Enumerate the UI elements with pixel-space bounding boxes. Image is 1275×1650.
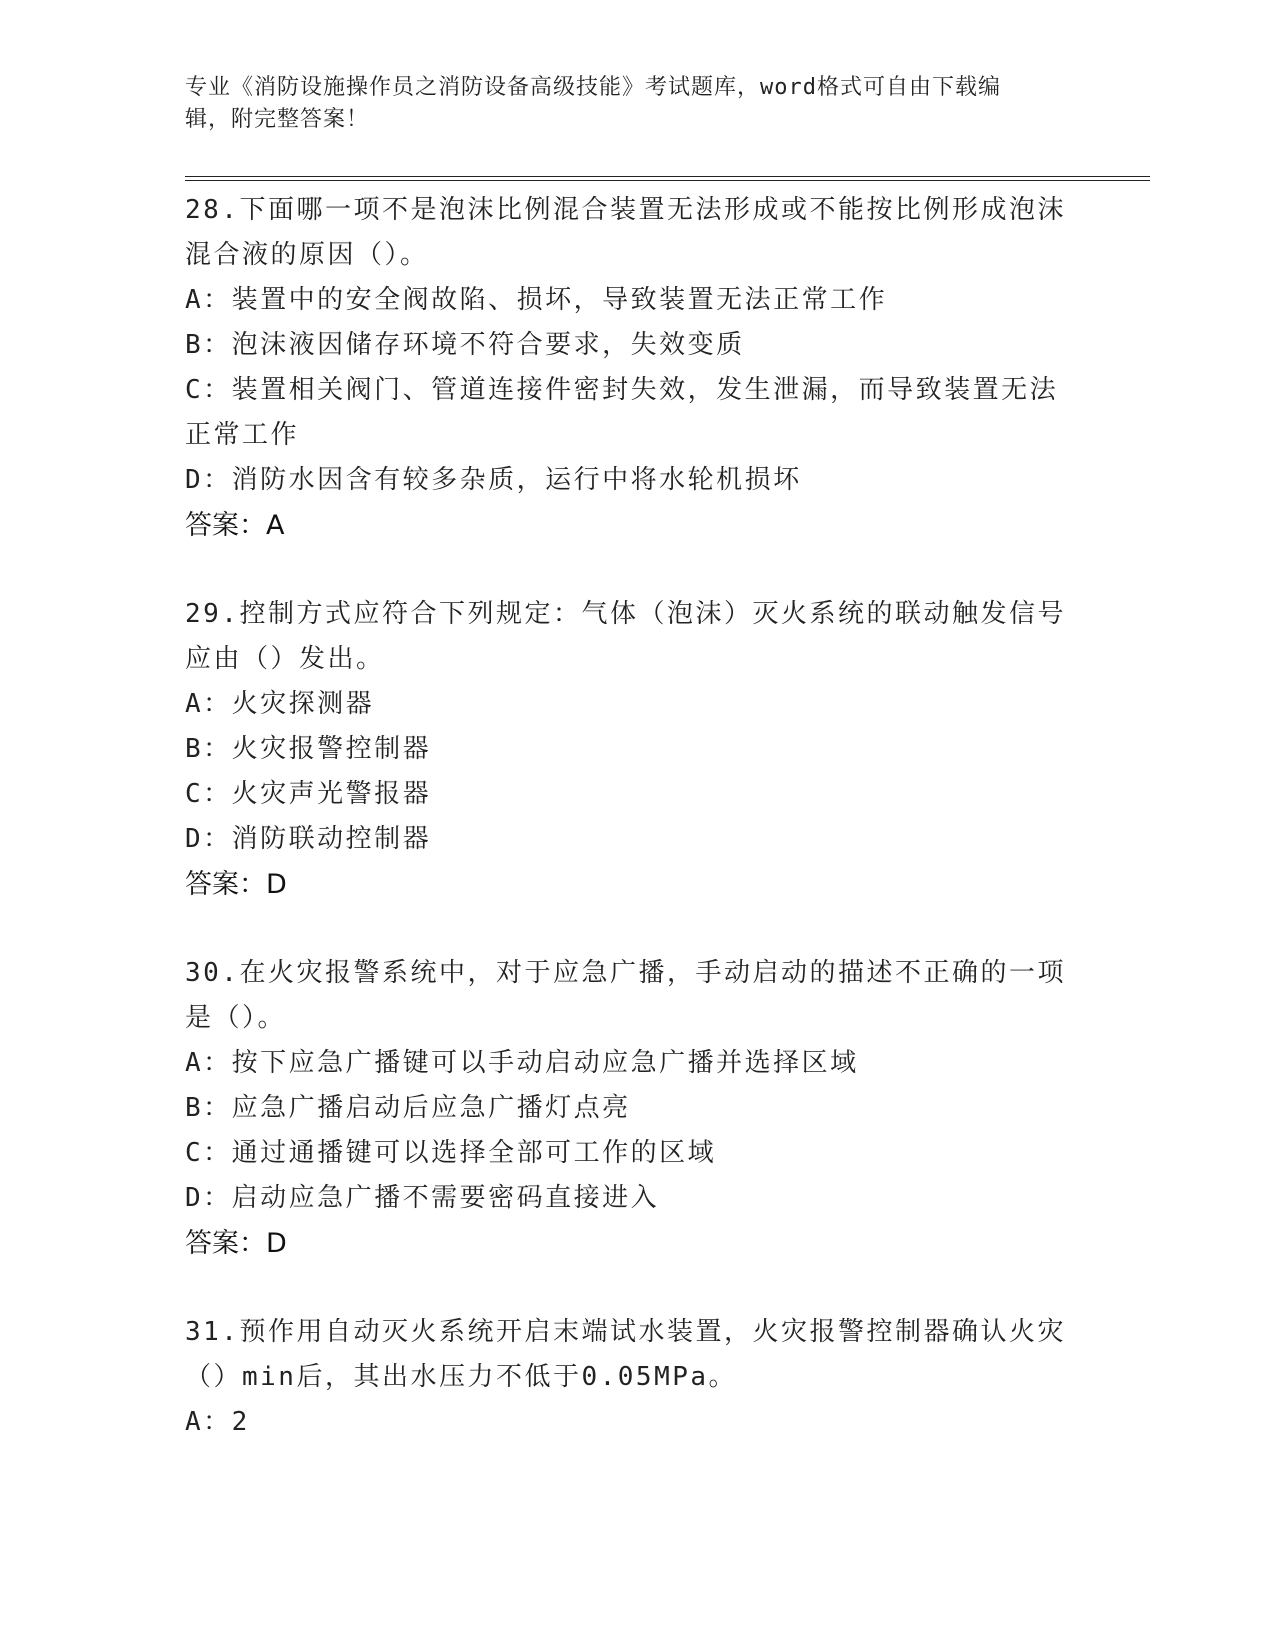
option-a: A：火灾探测器 xyxy=(185,689,375,719)
question-text-cont: 是（）。 xyxy=(185,1003,287,1033)
option-a: A：装置中的安全阀故陷、损坏，导致装置无法正常工作 xyxy=(185,285,888,315)
option-b: B：泡沫液因储存环境不符合要求，失效变质 xyxy=(185,330,745,360)
option-b: B：火灾报警控制器 xyxy=(185,734,432,764)
question-text: 30.在火灾报警系统中，对于应急广播，手动启动的描述不正确的一项 xyxy=(185,958,1066,988)
answer-line: 答案：D xyxy=(185,869,287,900)
answer-line: 答案：D xyxy=(185,1228,287,1259)
option-c-cont: 正常工作 xyxy=(185,420,300,450)
header-line-2: 辑，附完整答案！ xyxy=(185,107,370,132)
question-30 xyxy=(185,951,1075,1266)
option-c: C：火灾声光警报器 xyxy=(185,779,432,809)
document-header xyxy=(185,72,1065,136)
option-c: C：装置相关阀门、管道连接件密封失效，发生泄漏，而导致装置无法 xyxy=(185,375,1059,405)
option-a: A：按下应急广播键可以手动启动应急广播并选择区域 xyxy=(185,1048,859,1078)
question-text-cont: （）min后，其出水压力不低于0.05MPa。 xyxy=(185,1362,738,1392)
question-31 xyxy=(185,1310,1075,1445)
option-d: D：消防水因含有较多杂质，运行中将水轮机损坏 xyxy=(185,465,802,495)
option-a: A：2 xyxy=(185,1407,250,1437)
question-28 xyxy=(185,188,1075,548)
option-b: B：应急广播启动后应急广播灯点亮 xyxy=(185,1093,631,1123)
answer-line: 答案：A xyxy=(185,510,285,541)
option-c: C：通过通播键可以选择全部可工作的区域 xyxy=(185,1138,717,1168)
header-divider-top xyxy=(185,176,1150,177)
question-text: 29.控制方式应符合下列规定：气体（泡沫）灭火系统的联动触发信号 xyxy=(185,599,1066,629)
question-29 xyxy=(185,592,1075,907)
header-line-1: 专业《消防设施操作员之消防设备高级技能》考试题库，word格式可自由下载编 xyxy=(185,75,1001,100)
option-d: D：启动应急广播不需要密码直接进入 xyxy=(185,1183,660,1213)
option-d: D：消防联动控制器 xyxy=(185,824,432,854)
question-text-cont: 混合液的原因（）。 xyxy=(185,240,429,270)
question-list xyxy=(185,188,1075,1445)
header-divider-bottom xyxy=(185,180,1150,181)
question-text: 28.下面哪一项不是泡沫比例混合装置无法形成或不能按比例形成泡沫 xyxy=(185,195,1066,225)
question-text: 31.预作用自动灭火系统开启末端试水装置，火灾报警控制器确认火灾 xyxy=(185,1317,1066,1347)
question-text-cont: 应由（）发出。 xyxy=(185,644,385,674)
